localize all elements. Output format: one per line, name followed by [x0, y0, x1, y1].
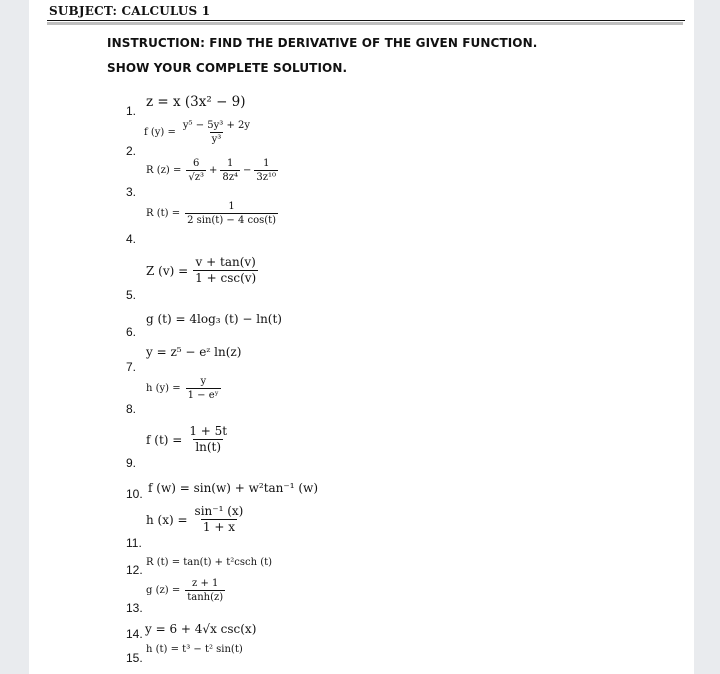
problem-15-number: 15. [126, 651, 143, 665]
problem-11-denominator: 1 + x [202, 520, 235, 535]
problem-2-denominator: y³ [211, 134, 222, 145]
problem-4-number: 4. [126, 232, 137, 246]
problem-9-expression [146, 425, 232, 454]
problem-11-fraction [193, 505, 246, 534]
problem-5-fraction [193, 256, 258, 285]
problem-7-expression: y = z⁵ − eᶻ ln(z) [146, 345, 242, 359]
problem-13-denominator: tanh(z) [187, 592, 224, 603]
problem-3-f1-denominator: √z³ [188, 172, 204, 183]
problem-11-expression [146, 505, 248, 534]
problem-3-f3-numerator: 1 [263, 158, 270, 169]
problem-14-number: 14. [126, 627, 143, 641]
problem-3-expression [146, 158, 281, 183]
problem-14-expression: y = 6 + 4√x csc(x) [145, 622, 257, 636]
problem-12-number: 12. [126, 563, 143, 577]
problem-4-denominator: 2 sin(t) − 4 cos(t) [187, 215, 277, 226]
problem-8-denominator: 1 − eʸ [187, 390, 219, 401]
problem-8-lhs: h (y) = [146, 383, 181, 394]
problem-3-f1-numerator: 6 [192, 158, 200, 169]
header-divider [47, 22, 683, 25]
problem-10-expression: f (w) = sin(w) + w²tan⁻¹ (w) [148, 481, 318, 495]
problem-3-f2-numerator: 1 [227, 158, 234, 169]
problem-3-f3-denominator: 3z¹⁰ [256, 172, 277, 183]
problem-11-lhs: h (x) = [146, 512, 188, 527]
problem-4-lhs: R (t) = [146, 208, 181, 219]
problem-3-plus: + [209, 165, 218, 176]
problem-5-denominator: 1 + csc(v) [195, 271, 257, 286]
problem-4-numerator: 1 [228, 201, 235, 212]
subject-header: SUBJECT: CALCULUS 1 [47, 2, 685, 21]
problem-13-lhs: g (z) = [146, 585, 181, 596]
problem-4-fraction [185, 201, 278, 226]
problem-3-fraction-3 [254, 158, 278, 183]
problem-9-fraction [187, 425, 229, 454]
problem-3-minus: − [243, 165, 252, 176]
problem-11-number: 11. [126, 536, 142, 550]
problem-2-lhs: f (y) = [144, 127, 176, 138]
problem-2-expression [144, 120, 255, 145]
problem-3-fraction-2 [220, 158, 240, 183]
problem-6-expression: g (t) = 4log₃ (t) − ln(t) [146, 312, 282, 326]
problem-8-numerator: y [200, 376, 207, 387]
problem-9-number: 9. [126, 456, 137, 470]
problem-8-number: 8. [126, 402, 137, 416]
problem-3-fraction-1 [186, 158, 206, 183]
problem-3-f2-denominator: 8z⁴ [222, 172, 239, 183]
problem-13-number: 13. [126, 601, 143, 615]
problem-9-denominator: ln(t) [195, 440, 222, 455]
problem-1-number: 1. [126, 104, 137, 118]
problem-12-expression: R (t) = tan(t) + t²csch (t) [146, 557, 273, 568]
problem-8-expression [146, 376, 224, 401]
instruction-line-2: SHOW YOUR COMPLETE SOLUTION. [107, 61, 348, 75]
problem-9-lhs: f (t) = [146, 432, 183, 447]
problem-15-expression: h (t) = t³ − t² sin(t) [146, 644, 243, 655]
problem-13-expression [146, 578, 228, 603]
instruction-line-1: INSTRUCTION: FIND THE DERIVATIVE OF THE GIVEN FUNCTION. [107, 36, 538, 50]
problem-13-numerator: z + 1 [192, 578, 219, 589]
worksheet-page [29, 0, 694, 674]
problem-5-expression [146, 256, 261, 285]
problem-13-fraction [185, 578, 225, 603]
problem-8-fraction [186, 376, 221, 401]
problem-7-number: 7. [126, 360, 137, 374]
problem-1-expression: z = x (3x² − 9) [146, 94, 246, 110]
problem-2-fraction [181, 120, 252, 145]
problem-5-numerator: v + tan(v) [195, 255, 256, 269]
problem-3-lhs: R (z) = [146, 165, 182, 176]
problem-11-numerator: sin⁻¹ (x) [194, 504, 244, 518]
problem-2-numerator: y⁵ − 5y³ + 2y [182, 120, 251, 131]
problem-4-expression [146, 201, 281, 226]
problem-2-number: 2. [126, 144, 137, 158]
problem-10-number: 10. [126, 487, 143, 501]
problem-3-number: 3. [126, 185, 137, 199]
problem-6-number: 6. [126, 325, 137, 339]
problem-5-number: 5. [126, 288, 137, 302]
problem-9-numerator: 1 + 5t [189, 424, 228, 438]
problem-5-lhs: Z (v) = [146, 263, 189, 278]
